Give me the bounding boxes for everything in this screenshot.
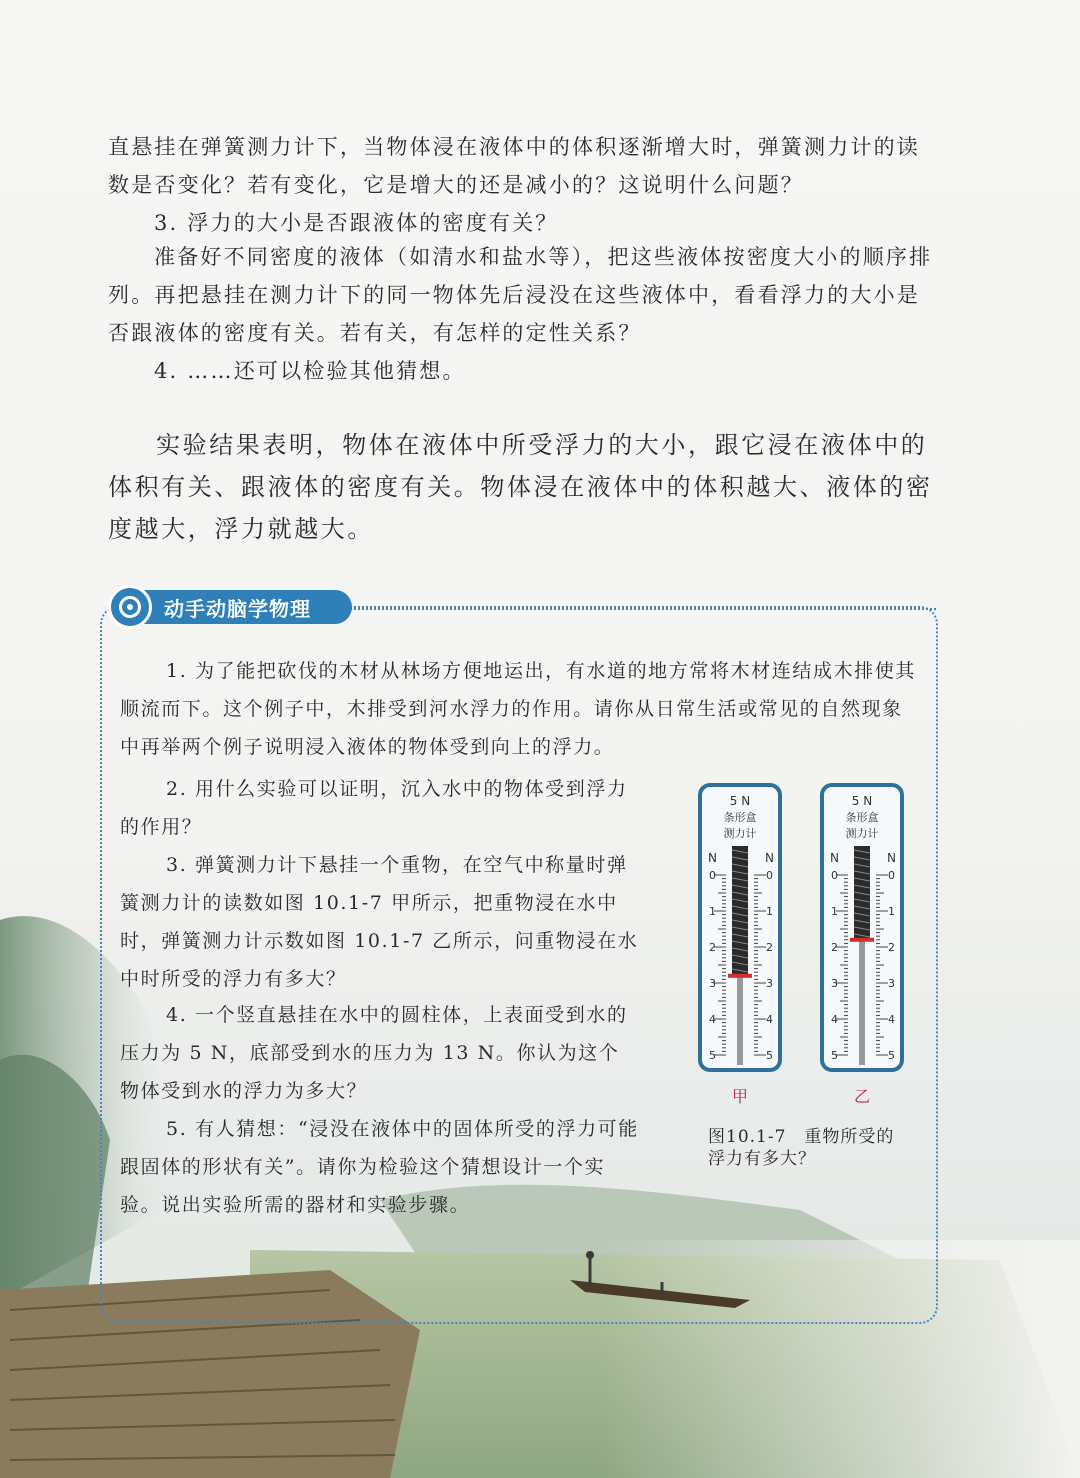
tick-label-left: 5	[709, 1049, 716, 1062]
reading-pointer	[850, 938, 874, 942]
target-icon	[108, 585, 152, 629]
scale-type-label: 条形盒	[723, 811, 757, 824]
tick-label-left: 1	[709, 905, 716, 918]
tick-label-left: 0	[709, 869, 716, 882]
scale-name-label: 测力计	[845, 827, 879, 840]
figure-caption: 图10.1-7 重物所受的浮力有多大？	[708, 1127, 895, 1169]
scale-range-label: 5 N	[729, 794, 751, 808]
tick-label-left: 4	[831, 1013, 838, 1026]
tick-label-right: 4	[888, 1013, 895, 1026]
tick-label-left: 0	[831, 869, 838, 882]
paragraph-continued: 直悬挂在弹簧测力计下，当物体浸在液体中的体积逐渐增大时，弹簧测力计的读数是否变化？若有变化，它是增大的还是减小的？这说明什么问题？	[108, 135, 920, 197]
tick-label-right: 3	[766, 977, 773, 990]
tick-label-right: 5	[888, 1049, 895, 1062]
question-2: 2. 用什么实验可以证明，沉入水中的物体受到浮力的作用？	[120, 778, 628, 838]
section-header	[108, 585, 348, 631]
question-3: 3. 弹簧测力计下悬挂一个重物，在空气中称量时弹簧测力计的读数如图 10.1-7 甲所示，把重物浸在水中时，弹簧测力计示数如图 10.1-7 乙所示，问重物浸在水中时所受的浮力有多大？	[120, 854, 639, 990]
spring-scale-1	[700, 785, 780, 1106]
tick-label-left: 5	[831, 1049, 838, 1062]
scale-label: 甲	[731, 1087, 749, 1106]
tick-label-right: 1	[766, 905, 773, 918]
tick-label-left: 2	[831, 941, 838, 954]
spring-scale-2	[822, 785, 902, 1106]
item-3-heading: 3. 浮力的大小是否跟液体的密度有关？	[154, 211, 559, 235]
item-4-line: 4. ……还可以检验其他猜想。	[154, 359, 466, 383]
tick-label-right: 1	[888, 905, 895, 918]
tick-label-right: 4	[766, 1013, 773, 1026]
spring-scale-figure	[690, 780, 920, 1110]
unit-right: N	[765, 851, 774, 865]
scale-rod	[859, 940, 865, 1065]
scale-type-label: 条形盒	[845, 811, 879, 824]
section-header-divider	[350, 608, 936, 610]
question-4: 4. 一个竖直悬挂在水中的圆柱体，上表面受到水的压力为 5 N，底部受到水的压力为 13 N。你认为这个物体受到水的浮力为多大？	[120, 1004, 628, 1102]
scale-label: 乙	[853, 1087, 871, 1106]
scale-range-label: 5 N	[851, 794, 873, 808]
unit-left: N	[830, 851, 839, 865]
tick-label-left: 2	[709, 941, 716, 954]
tick-label-left: 4	[709, 1013, 716, 1026]
tick-label-left: 3	[831, 977, 838, 990]
question-5: 5. 有人猜想：“浸没在液体中的固体所受的浮力可能跟固体的形状有关”。请你为检验这个猜想设计一个实验。说出实验所需的器材和实验步骤。	[120, 1118, 639, 1216]
question-1: 1. 为了能把砍伐的木材从林场方便地运出，有水道的地方常将木材连结成木排使其顺流而下。这个例子中，木排受到河水浮力的作用。请你从日常生活或常见的自然现象中再举两个例子说明浸入液体的物体受到向上的浮力。	[120, 660, 916, 758]
tick-label-right: 2	[766, 941, 773, 954]
conclusion-paragraph: 实验结果表明，物体在液体中所受浮力的大小，跟它浸在液体中的体积有关、跟液体的密度有关。物体浸在液体中的体积越大、液体的密度越大，浮力就越大。	[108, 431, 933, 543]
item-3-paragraph: 准备好不同密度的液体（如清水和盐水等），把这些液体按密度大小的顺序排列。再把悬挂在测力计下的同一物体先后浸没在这些液体中，看看浮力的大小是否跟液体的密度有关。若有关，有怎样的定性关系？	[108, 245, 933, 345]
unit-left: N	[708, 851, 717, 865]
tick-label-right: 0	[766, 869, 773, 882]
scale-rod	[737, 976, 743, 1065]
tick-label-left: 3	[709, 977, 716, 990]
tick-label-right: 5	[766, 1049, 773, 1062]
unit-right: N	[887, 851, 896, 865]
section-title: 动手动脑学物理	[164, 597, 311, 621]
tick-label-right: 2	[888, 941, 895, 954]
reading-pointer	[728, 974, 752, 978]
tick-label-right: 3	[888, 977, 895, 990]
scale-name-label: 测力计	[723, 827, 757, 840]
tick-label-left: 1	[831, 905, 838, 918]
tick-label-right: 0	[888, 869, 895, 882]
